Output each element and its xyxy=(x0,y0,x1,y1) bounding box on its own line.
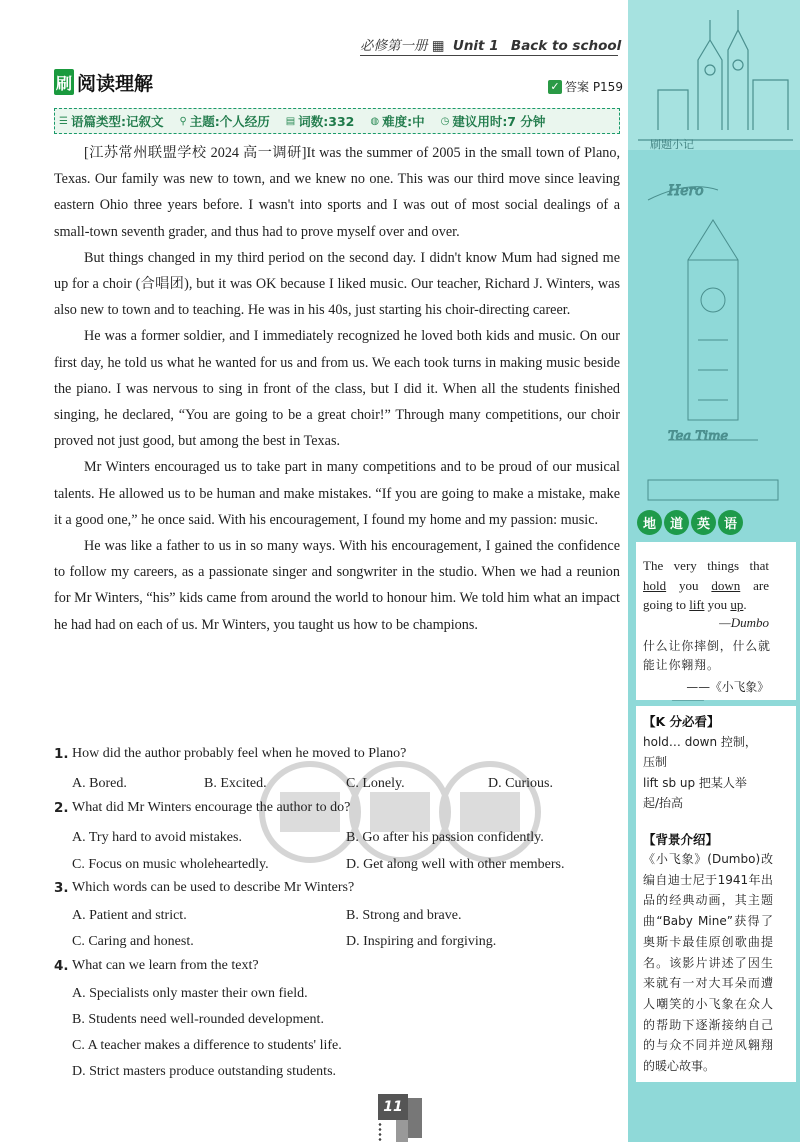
k-point-line: 压制 xyxy=(643,755,668,769)
dotted-line-decoration xyxy=(378,1122,382,1142)
passage-paragraph: But things changed in my third period on the second day. I didn't know Mum had signed me up for a choir (合唱团), but it was OK because I liked music. Our teacher, Richard J. Winters, was also new to town and to teaching. He was in his 40s, just starting his choir-directing career. xyxy=(54,249,620,319)
option-c[interactable]: C. Lonely. xyxy=(346,776,405,791)
passage-paragraph: He was a former soldier, and I immediately recognized he loved both kids and music. On our first day, he told us what he wanted for us and from us. We each took turns in making music beside the piano. I was nervous to sing in front of the class, but I did it. When all the students finished singing, he declared, “You are going to be a great choir!” Through many competitions, our choir proved not just good, but among the best in Texas. xyxy=(54,328,620,450)
section-title xyxy=(54,68,153,96)
question-4 xyxy=(54,958,620,1079)
option-b[interactable]: B. Strong and brave. xyxy=(346,908,462,923)
k-point-line: 起/抬高 xyxy=(643,796,684,810)
option-a[interactable]: A. Patient and strict. xyxy=(72,908,187,923)
svg-text:Hero: Hero xyxy=(668,183,704,199)
running-header xyxy=(360,34,622,56)
option-c[interactable]: C. Focus on music wholeheartedly. xyxy=(72,857,269,872)
idiom-badge xyxy=(637,510,745,535)
idiom-badge-char: 地 xyxy=(637,510,662,535)
background-title: 【背景介绍】 xyxy=(643,832,719,847)
question-stem: What can we learn from the text? xyxy=(72,958,259,973)
k-points-title: 【K 分必看】 xyxy=(643,714,720,729)
quote-english: The very things that hold you down are going to lift you up. xyxy=(643,558,770,612)
text-type-icon: ☰ xyxy=(59,115,68,127)
question-number: 2. xyxy=(54,800,69,816)
word-count-icon: ▤ xyxy=(285,115,296,127)
idiom-badge-char: 英 xyxy=(691,510,716,535)
theme-icon: ⚲ xyxy=(179,115,187,127)
question-2 xyxy=(54,800,620,872)
quote-chinese-source: ——《小飞象》 xyxy=(686,680,769,694)
question-number: 1. xyxy=(54,746,69,762)
question-1 xyxy=(54,746,620,791)
quote-chinese: 什么让你摔倒，什么就能让你翱翔。 xyxy=(643,639,771,672)
info-time: ◷ 建议用时:7 分钟 xyxy=(440,114,546,129)
section-badge: 刷 xyxy=(54,69,74,95)
k-point-line: hold… down 控制， xyxy=(643,735,757,749)
k-point-line: lift sb up 把某人举 xyxy=(643,776,747,790)
page-number: 11 xyxy=(378,1094,408,1120)
question-stem: How did the author probably feel when he moved to Plano? xyxy=(72,746,407,761)
check-icon: ✓ xyxy=(548,80,562,94)
info-word-count: ▤ 词数:332 xyxy=(285,114,355,129)
question-number: 3. xyxy=(54,880,69,896)
sidebar-note-label: 刷题小记 xyxy=(650,138,694,151)
option-d[interactable]: D. Inspiring and forgiving. xyxy=(346,934,497,949)
book-volume: 必修第一册 xyxy=(360,38,428,54)
option-b[interactable]: B. Students need well-rounded development. xyxy=(72,1012,324,1027)
svg-text:Tea Time: Tea Time xyxy=(668,429,729,444)
option-c[interactable]: C. Caring and honest. xyxy=(72,934,194,949)
section-heading: 阅读理解 xyxy=(77,72,154,95)
idiom-badge-char: 语 xyxy=(718,510,743,535)
page-corner-decoration xyxy=(408,1098,422,1138)
option-b[interactable]: B. Go after his passion confidently. xyxy=(346,830,544,845)
option-d[interactable]: D. Curious. xyxy=(488,776,553,791)
question-stem: Which words can be used to describe Mr Winters? xyxy=(72,880,355,895)
option-b[interactable]: B. Excited. xyxy=(204,776,267,791)
passage-source: [江苏常州联盟学校 2024 高一调研] xyxy=(84,145,307,161)
info-theme: ⚲ 主题:个人经历 xyxy=(179,114,270,129)
question-stem: What did Mr Winters encourage the author to do? xyxy=(72,800,351,815)
passage-paragraph: He was like a father to us in so many ways. With his encouragement, I gained the confidence to follow my careers, as a passionate singer and songwriter in the studio. When we had a reunion for Mr Winters, “his” kids came from around the world to honour him. We told him what an impact he had had on each of us. Mr Winters, you taught us how to be champions. xyxy=(54,538,620,633)
background-text: 《小飞象》(Dumbo)改编自迪士尼于1941年出品的经典动画，其主题曲“Baby Mine”获得了奥斯卡最佳原创歌曲提名。该影片讲述了因生来就有一对大耳朵而遭人嘲笑的小飞象在众人的帮助下逐渐接纳自己的与众不同并逆风翱翔的暖心故事。 xyxy=(643,852,773,1074)
page-corner-decoration xyxy=(396,1120,408,1142)
reading-passage xyxy=(54,140,620,638)
clock-icon: ◷ xyxy=(440,115,450,127)
passage-paragraph: [江苏常州联盟学校 2024 高一调研]It was the summer of 2005 in the small town of Plano, Texas. Our family was new to town, and we knew no one. This was our third move since leaving eastern Ohio three years before. I wasn't into sports and I was out of most social dealings of a small-town seventh grader, and thus had to prove myself over and over. xyxy=(54,145,620,240)
option-a[interactable]: A. Bored. xyxy=(72,776,127,791)
option-c[interactable]: C. A teacher makes a difference to students' life. xyxy=(72,1038,342,1053)
option-a[interactable]: A. Try hard to avoid mistakes. xyxy=(72,830,242,845)
passage-info-bar xyxy=(54,108,620,134)
option-d[interactable]: D. Get along well with other members. xyxy=(346,857,565,872)
quote-source: —Dumbo xyxy=(719,615,769,630)
option-a[interactable]: A. Specialists only master their own field. xyxy=(72,986,308,1001)
question-3 xyxy=(54,880,620,949)
header-divider-icon: ▦ xyxy=(431,38,445,54)
answer-reference xyxy=(548,78,623,95)
question-number: 4. xyxy=(54,958,69,974)
passage-paragraph: Mr Winters encouraged us to take part in many competitions and to be proud of our musical talents. He allowed us to be human and make mistakes. “If you are going to make a mistake, make it a good one,” he once said. With his encouragement, I found my home and my passion: music. xyxy=(54,459,620,528)
unit-label: Unit 1 xyxy=(452,38,499,54)
idiom-badge-char: 道 xyxy=(664,510,689,535)
info-difficulty: ◍ 难度:中 xyxy=(370,114,425,129)
option-d[interactable]: D. Strict masters produce outstanding students. xyxy=(72,1064,337,1079)
answer-page: 答案 P159 xyxy=(565,80,623,94)
unit-title: Back to school xyxy=(510,38,622,54)
difficulty-icon: ◍ xyxy=(370,115,380,127)
info-text-type: ☰ 语篇类型:记叙文 xyxy=(59,114,164,129)
